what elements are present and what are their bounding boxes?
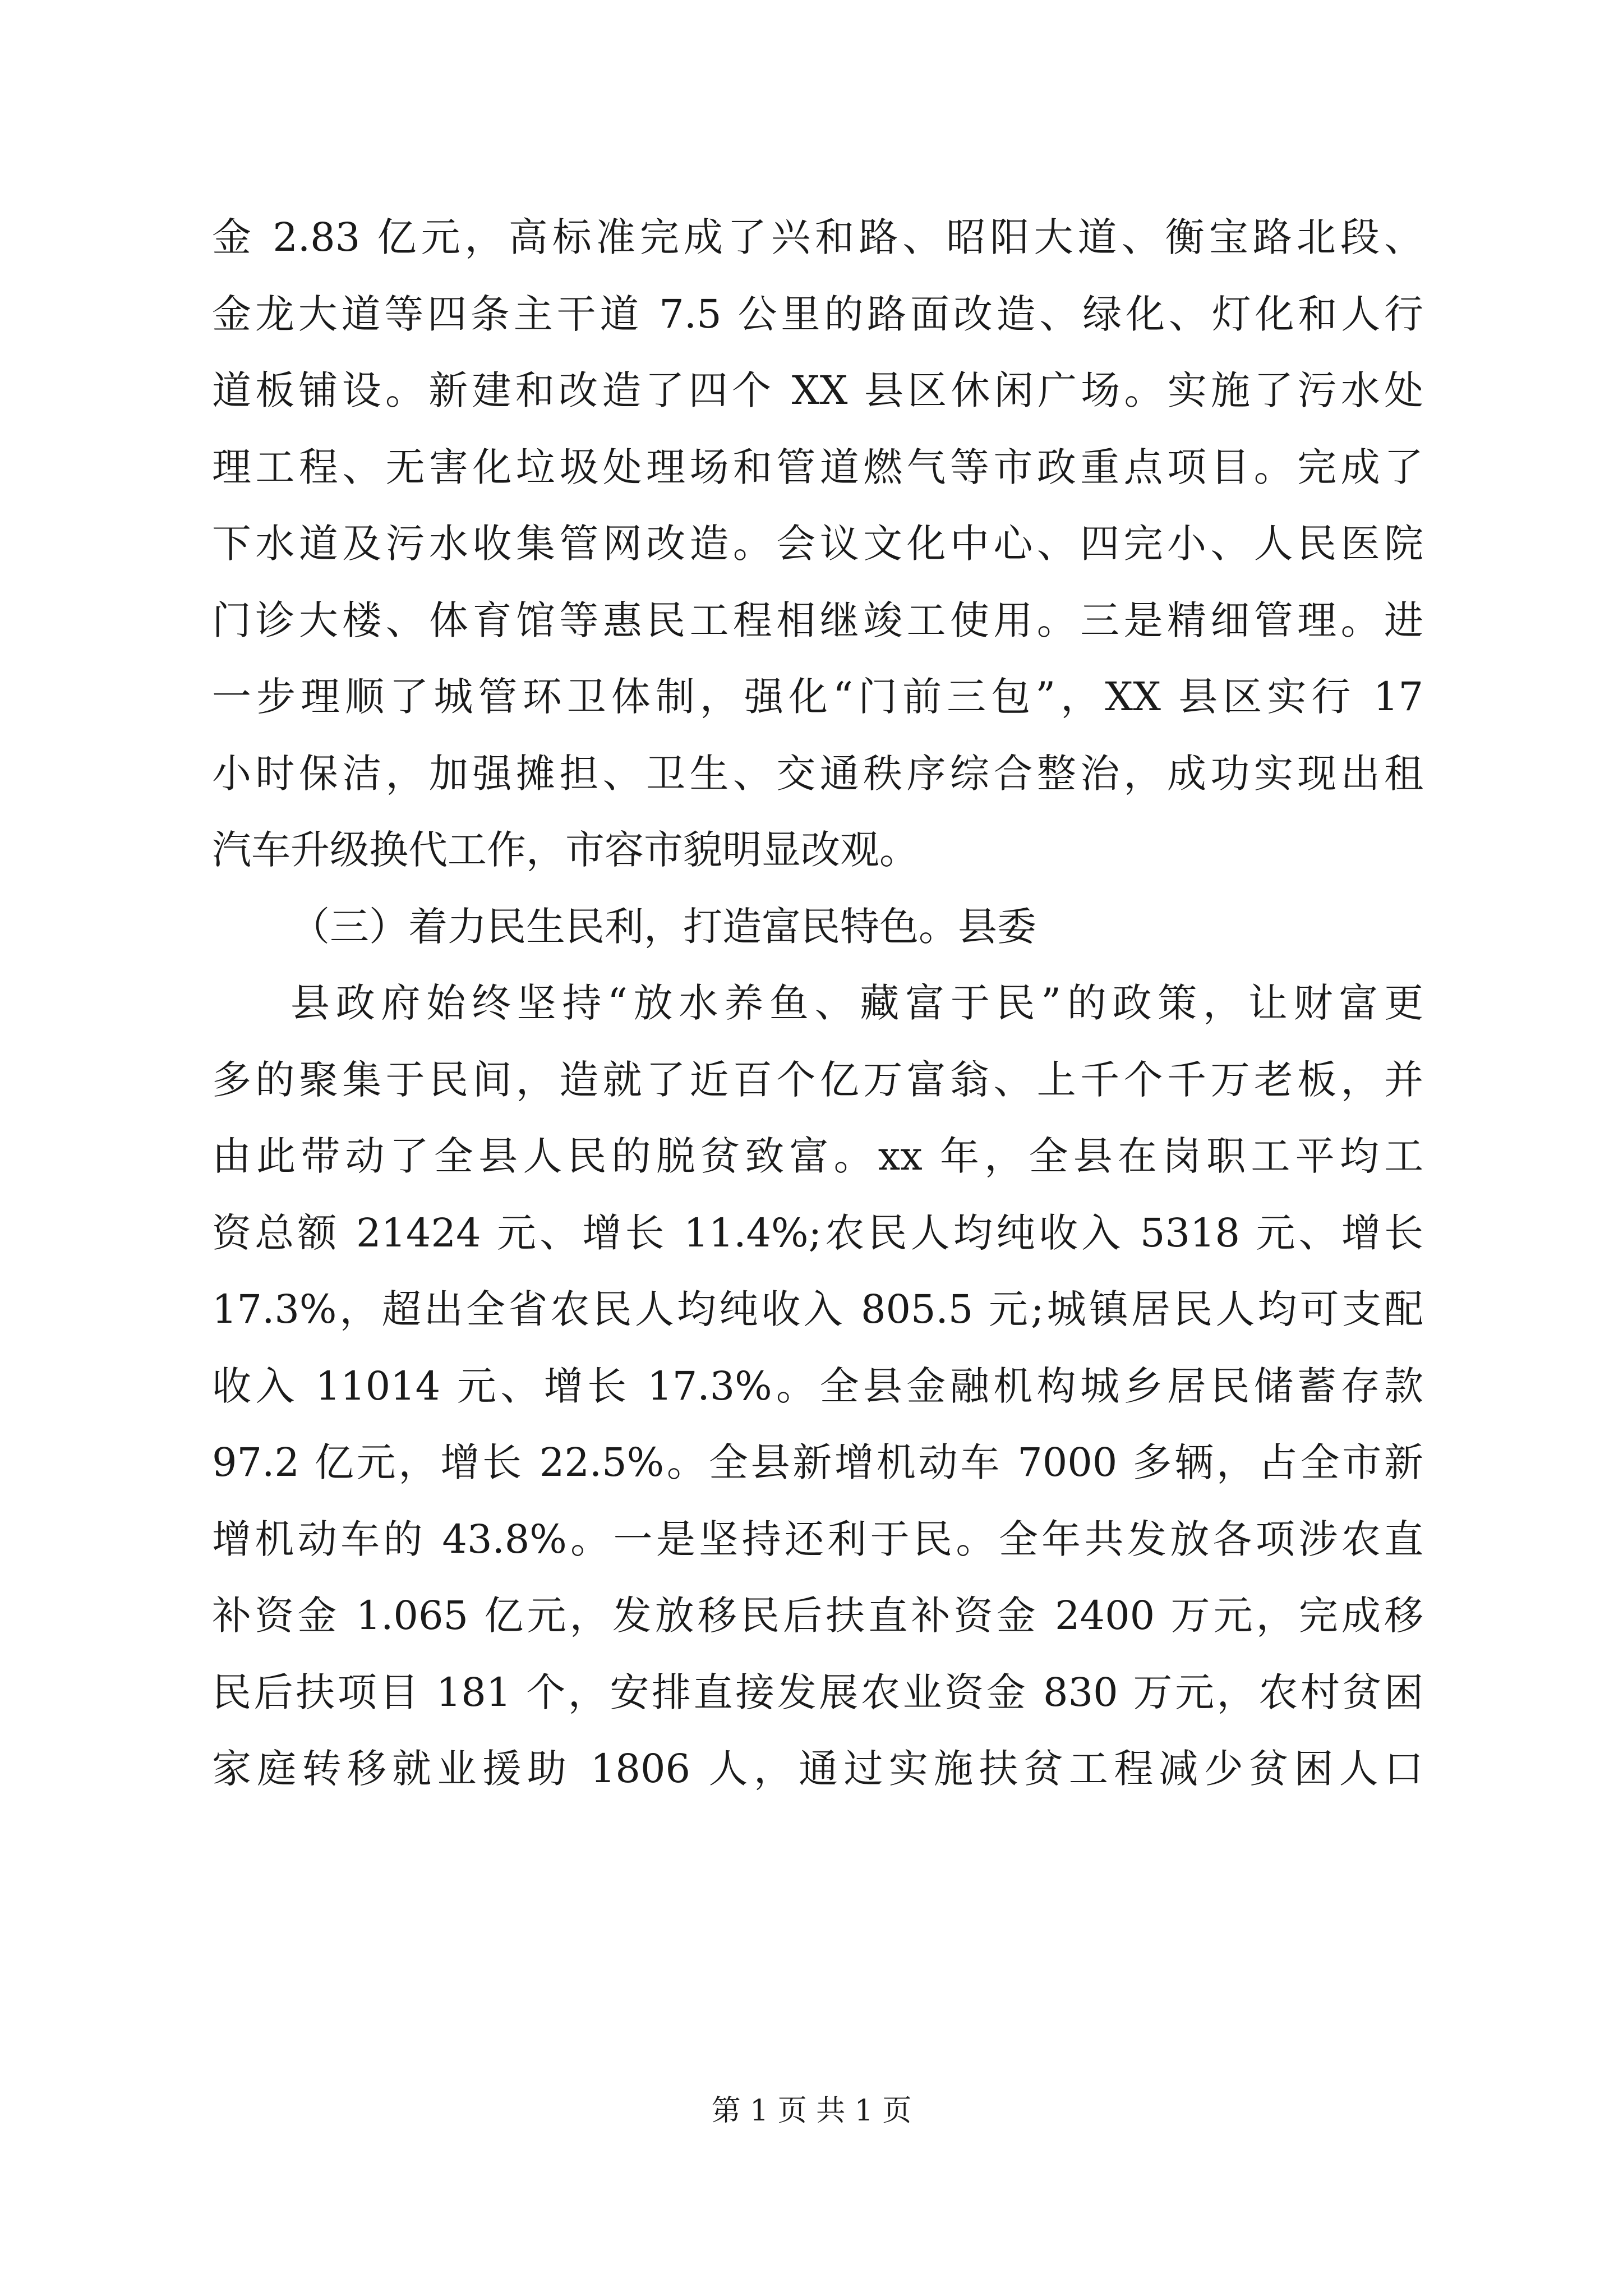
text-line: 道板铺设。新建和改造了四个 XX 县区休闲广场。实施了污水处 bbox=[212, 367, 1423, 413]
text-line: 汽车升级换代工作，市容市貌明显改观。 bbox=[212, 827, 919, 873]
text-line: 多的聚集于民间，造就了近百个亿万富翁、上千个千万老板，并 bbox=[212, 1056, 1423, 1103]
text-line: 小时保洁，加强摊担、卫生、交通秩序综合整治，成功实现出租 bbox=[212, 750, 1423, 797]
text-line: 门诊大楼、体育馆等惠民工程相继竣工使用。三是精细管理。进 bbox=[212, 597, 1423, 643]
text-line: 金龙大道等四条主干道 7.5 公里的路面改造、绿化、灯化和人行 bbox=[212, 291, 1423, 337]
page-footer: 第 1 页 共 1 页 bbox=[711, 2094, 912, 2128]
text-line: 民后扶项目 181 个，安排直接发展农业资金 830 万元，农村贫困 bbox=[212, 1669, 1423, 1715]
text-line: 由此带动了全县人民的脱贫致富。xx 年，全县在岗职工平均工 bbox=[212, 1133, 1423, 1179]
body-text bbox=[212, 199, 1423, 1807]
text-line: 补资金 1.065 亿元，发放移民后扶直补资金 2400 万元，完成移 bbox=[212, 1593, 1423, 1639]
text-line: 家庭转移就业援助 1806 人，通过实施扶贫工程减少贫困人口 bbox=[212, 1746, 1423, 1792]
text-line: 收入 11014 元、增长 17.3%。全县金融机构城乡居民储蓄存款 bbox=[212, 1363, 1423, 1409]
text-line: 资总额 21424 元、增长 11.4%;农民人均纯收入 5318 元、增长 bbox=[212, 1209, 1423, 1256]
text-line: 下水道及污水收集管网改造。会议文化中心、四完小、人民医院 bbox=[212, 521, 1423, 567]
text-line: 一步理顺了城管环卫体制，强化“门前三包”，XX 县区实行 17 bbox=[212, 674, 1423, 720]
text-line: 金 2.83 亿元，高标准完成了兴和路、昭阳大道、衡宝路北段、 bbox=[212, 214, 1423, 260]
text-line: 理工程、无害化垃圾处理场和管道燃气等市政重点项目。完成了 bbox=[212, 444, 1423, 490]
text-line: 县政府始终坚持“放水养鱼、藏富于民”的政策，让财富更 bbox=[291, 980, 1423, 1026]
text-line: 17.3%，超出全省农民人均纯收入 805.5 元;城镇居民人均可支配 bbox=[212, 1286, 1423, 1332]
text-line: 97.2 亿元，增长 22.5%。全县新增机动车 7000 多辆，占全市新 bbox=[212, 1439, 1423, 1485]
section-heading: （三）着力民生民利，打造富民特色。县委 bbox=[291, 903, 1036, 950]
text-line: 增机动车的 43.8%。一是坚持还利于民。全年共发放各项涉农直 bbox=[212, 1516, 1423, 1562]
